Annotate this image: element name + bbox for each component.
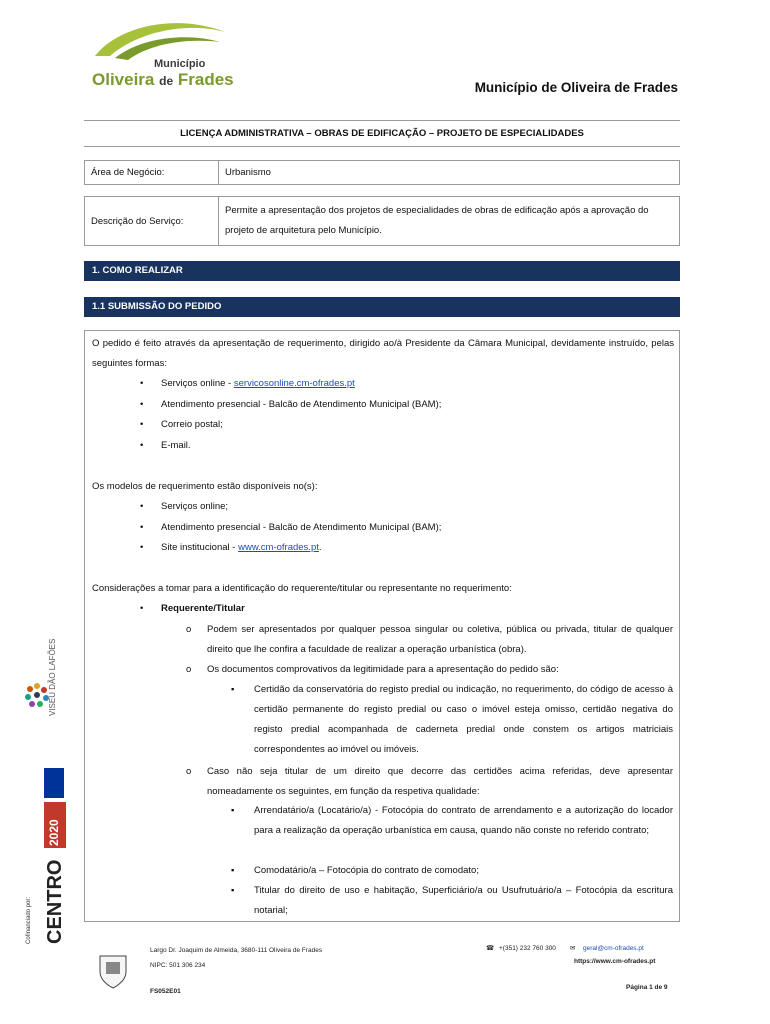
circle-bullet-icon: o [186,624,192,635]
list-item: Serviços online; [161,501,229,512]
sub-item: Caso não seja titular de um direito que decorre das certidões acima referidas, deve apresentar nomeadamente os seguintes, em função da respetiva qualidade: [207,766,673,797]
eu-flag-icon [44,768,64,798]
license-title: LICENÇA ADMINISTRATIVA – OBRAS DE EDIFICAÇÃO – PROJETO DE ESPECIALIDADES [180,128,584,139]
bullet-icon: • [140,501,144,512]
municipality-title: Município de Oliveira de Frades [474,80,678,95]
page-number: Página 1 de 9 [626,984,668,991]
description-table [84,196,680,246]
footer-address: Largo Dr. Joaquim de Almeida, 3680-111 Oliveira de Frades [150,947,323,954]
centro-logo: CENTRO [44,859,66,944]
sub-sub-item: Comodatário/a – Fotocópia do contrato de comodato; [254,865,479,876]
logo-swoosh-icon [90,14,230,64]
considerations-paragraph: Considerações a tomar para a identificação do requerente/titular ou representante no requerimento: [92,583,512,594]
list-item: Correio postal; [161,419,223,430]
bullet-icon: • [140,522,144,533]
square-bullet-icon: ▪ [231,805,235,816]
footer-website[interactable]: https://www.cm-ofrades.pt [574,958,656,965]
footer-phone: +(351) 232 760 300 [499,945,556,952]
divider [84,120,680,121]
list-item: Atendimento presencial - Balcão de Atendimento Municipal (BAM); [161,399,442,410]
bullet-icon: • [140,603,144,614]
cofinanced-label: Cofinanciado por: [26,896,32,944]
sub-sub-item: Titular do direito de uso e habitação, Superficiário/a ou Usufrutuário/a – Fotocópia da escritura notarial; [254,885,673,916]
bullet-icon: • [140,399,144,410]
bullet-icon: • [140,440,144,451]
section-como-realizar: 1. COMO REALIZAR [84,261,680,281]
description-value: Permite a apresentação dos projetos de especialidades de obras de edificação após a aprovação do projeto de arquitetura pelo Município. [219,197,680,246]
section-submissao-pedido: 1.1 SUBMISSÃO DO PEDIDO [84,297,680,317]
centro2020-logo: 2020 [44,802,66,848]
area-table [84,160,680,185]
list-item: Atendimento presencial - Balcão de Atendimento Municipal (BAM); [161,522,442,533]
sub-item: Podem ser apresentados por qualquer pessoa singular ou coletiva, pública ou privada, titular de qualquer direito que lhe confira a faculdade de realizar a operação urbanística (obra). [207,624,673,655]
square-bullet-icon: ▪ [231,684,235,695]
footer-email[interactable]: geral@cm-ofrades.pt [583,945,644,952]
divider [84,146,680,147]
list-item: E-mail. [161,440,191,451]
bullet-icon: • [140,542,144,553]
square-bullet-icon: ▪ [231,865,235,876]
requerente-title: Requerente/Titular [161,603,245,614]
bullet-icon: • [140,378,144,389]
sub-sub-item: Arrendatário/a (Locatário/a) - Fotocópia do contrato de arrendamento e a autorização do locador para a realização da operação urbanística em causa, quando não conste no referido contrato; [254,805,673,836]
area-label: Área de Negócio: [85,161,219,185]
circle-bullet-icon: o [186,766,192,777]
circle-bullet-icon: o [186,664,192,675]
coat-of-arms-icon [96,950,130,990]
viseu-label: VISEU DÃO LAFÕES [48,638,57,716]
description-label: Descrição do Serviço: [85,197,219,246]
list-item: Site institucional - www.cm-ofrades.pt. [161,542,322,553]
phone-icon: ☎ [486,945,495,952]
models-intro: Os modelos de requerimento estão disponíveis no(s): [92,481,318,492]
footer-code: FS052E01 [150,988,181,995]
bullet-icon: • [140,419,144,430]
sub-item: Os documentos comprovativos da legitimidade para a apresentação do pedido são: [207,664,559,675]
logo-line2: Oliveira de Frades [92,70,234,89]
square-bullet-icon: ▪ [231,885,235,896]
sub-sub-item: Certidão da conservatória do registo predial ou indicação, no requerimento, do código de acesso à certidão permanente do registo predial ou caso o imóvel esteja omisso, certidão negativa do registo predial acompanhada de caderneta predial onde constem os artigos matriciais correspondentes ao imóvel ou imóveis. [254,684,673,755]
site-institucional-link[interactable]: www.cm-ofrades.pt [238,542,319,553]
municipality-logo [90,14,234,94]
area-value: Urbanismo [219,161,680,185]
footer-nipc: NIPC: 501 306 234 [150,962,206,969]
servicos-online-link[interactable]: servicosonline.cm-ofrades.pt [233,378,355,389]
logo-line1: Município [154,58,206,70]
intro-paragraph: O pedido é feito através da apresentação de requerimento, dirigido ao/à Presidente da Câmara Municipal, devidamente instruído, pelas seguintes formas: [92,338,674,369]
list-item: Serviços online - servicosonline.cm-ofrades.pt [161,378,355,389]
email-icon: ✉ [570,945,576,952]
